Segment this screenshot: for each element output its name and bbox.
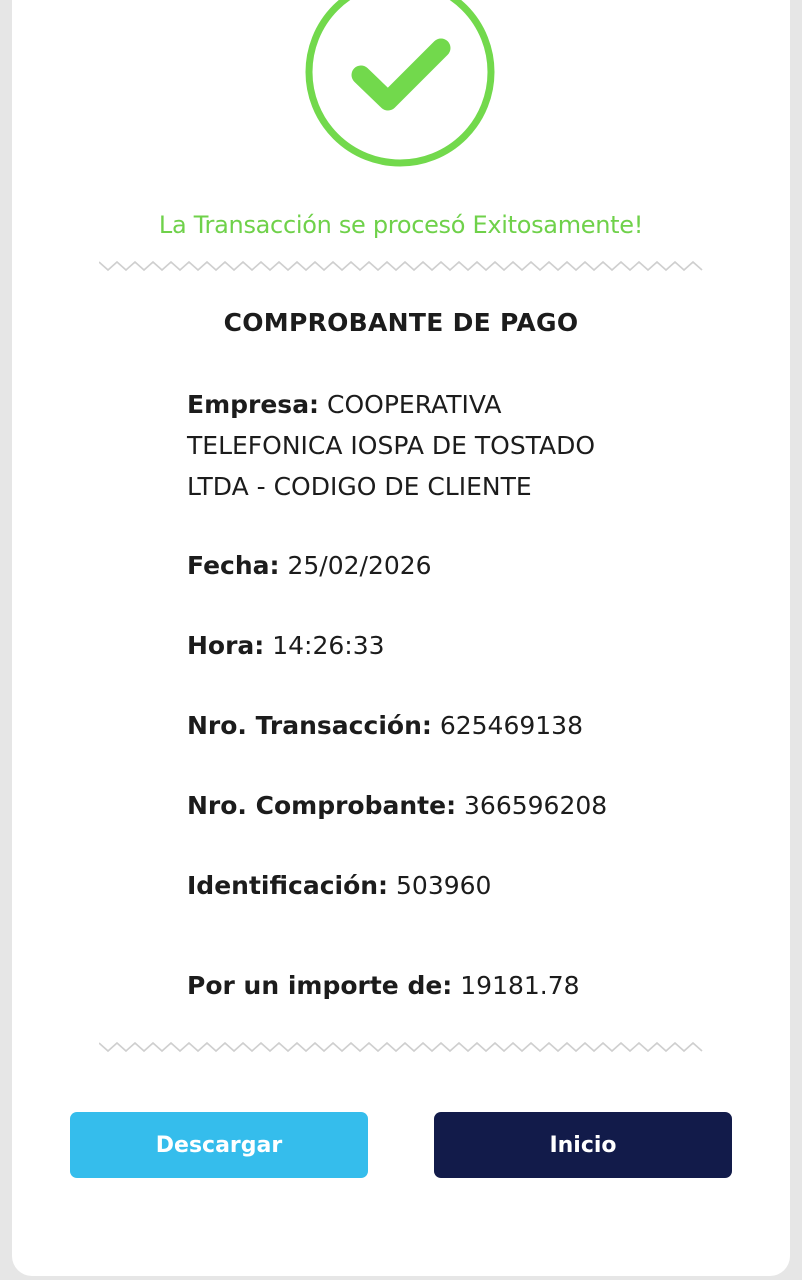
field-fecha [187,545,627,586]
receipt-title: COMPROBANTE DE PAGO [223,308,579,337]
success-message: La Transacción se procesó Exitosamente! [158,211,644,239]
field-empresa-label: Empresa: [187,390,320,419]
check-circle-icon [303,0,497,169]
field-empresa [187,384,627,507]
field-empresa-value: COOPERATIVA TELEFONICA IOSPA DE TOSTADO LTDA - CODIGO DE CLIENTE [187,390,596,501]
field-comprobante-label: Nro. Comprobante: [187,791,457,820]
field-hora-label: Hora: [187,631,265,660]
field-fecha-label: Fecha: [187,551,280,580]
field-comprobante-value: 366596208 [464,791,608,820]
field-comprobante [187,785,627,826]
field-transaccion [187,705,627,746]
bottom-zigzag-divider [99,1040,704,1054]
field-transaccion-value: 625469138 [439,711,583,740]
field-identificacion [187,865,627,906]
field-importe-value: 19181.78 [460,971,580,1000]
field-fecha-value: 25/02/2026 [287,551,432,580]
field-transaccion-label: Nro. Transacción: [187,711,432,740]
field-hora-value: 14:26:33 [272,631,385,660]
field-identificacion-label: Identificación: [187,871,389,900]
top-zigzag-divider [99,259,704,273]
field-hora [187,625,627,666]
field-importe [187,965,627,1006]
home-button[interactable]: Inicio [434,1112,732,1178]
download-button[interactable]: Descargar [70,1112,368,1178]
field-importe-label: Por un importe de: [187,971,453,1000]
field-identificacion-value: 503960 [396,871,492,900]
